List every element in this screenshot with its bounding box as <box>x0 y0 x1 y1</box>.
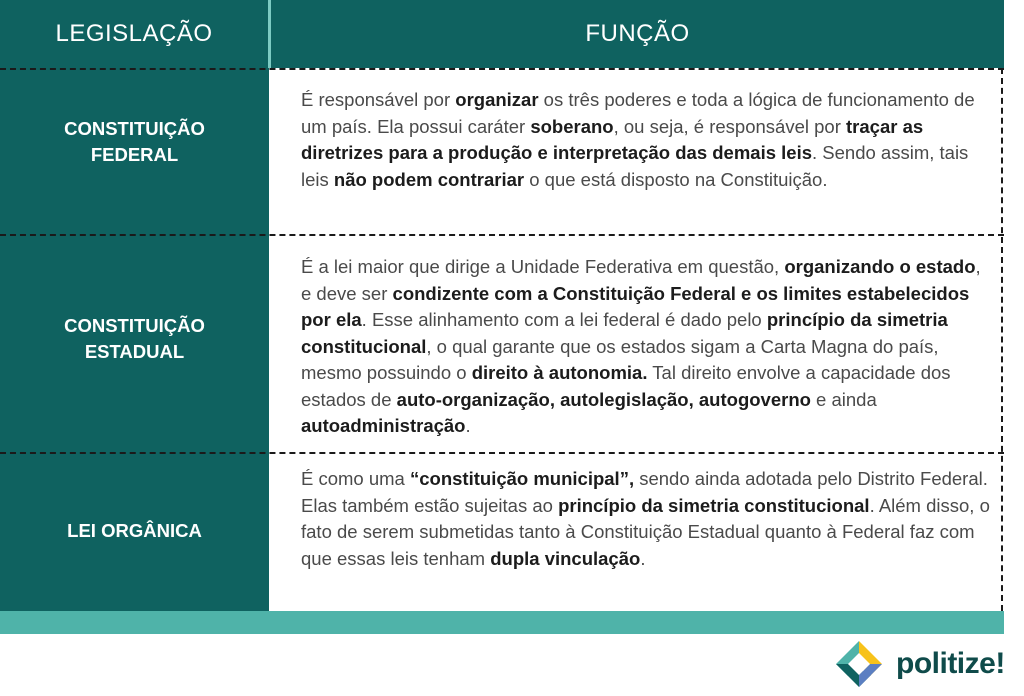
politize-logo-icon <box>830 639 888 689</box>
row-label-line: FEDERAL <box>90 144 179 165</box>
text-segment: É responsável por <box>301 89 456 110</box>
text-segment: . Além disso, o fato de serem submetidas tanto à Constituição Estadual quanto à Federal faz com que essas leis tenham <box>301 494 990 569</box>
text-segment: , e deve ser <box>301 256 981 304</box>
text-segment: e ainda <box>810 388 877 410</box>
text-segment: , ou seja, é responsável por <box>613 115 847 137</box>
right-border <box>1001 68 1003 611</box>
row-label-constituicao-federal <box>0 116 269 168</box>
text-segment: o que está disposto na Constituição. <box>524 168 828 190</box>
row-label-line: CONSTITUIÇÃO <box>64 118 205 139</box>
row-divider <box>0 234 1004 236</box>
row-label-line: CONSTITUIÇÃO <box>64 315 205 336</box>
bold-text-segment: direito à autonomia. <box>471 362 648 383</box>
text-segment: Tal direito envolve a capacidade dos estados de <box>301 362 951 410</box>
header-funcao <box>271 0 1004 68</box>
bold-text-segment: princípio da simetria constitucional <box>558 494 870 516</box>
bold-text-segment: soberano <box>530 115 614 137</box>
bold-text-segment: “constituição municipal”, <box>410 468 635 489</box>
footer-bar <box>0 611 1004 634</box>
politize-logo-text: politize! <box>896 647 1005 680</box>
row-label-constituicao-estadual <box>0 313 269 365</box>
text-segment: É a lei maior que dirige a Unidade Federativa em questão, <box>301 256 785 277</box>
bold-text-segment: dupla vinculação <box>490 547 641 569</box>
bold-text-segment: organizando o estado <box>784 256 976 277</box>
bold-text-segment: traçar as diretrizes para a produção e interpretação das demais leis <box>301 115 924 163</box>
row-label-line: ESTADUAL <box>84 341 185 362</box>
text-segment: É como uma <box>301 468 410 489</box>
bold-text-segment: condizente com a Constituição Federal e os limites estabelecidos por ela <box>301 282 970 330</box>
header-legislacao <box>0 0 268 68</box>
row-text-lei-organica <box>301 466 991 572</box>
header-funcao-label: FUNÇÃO <box>585 20 690 47</box>
row-divider <box>0 452 1004 454</box>
row-label-line: LEI ORGÂNICA <box>67 520 202 541</box>
row-divider <box>0 68 1004 70</box>
text-segment: . Esse alinhamento com a lei federal é dado pelo <box>361 309 767 330</box>
text-segment: . <box>465 415 471 436</box>
bold-text-segment: organizar <box>455 89 539 110</box>
row-text-constituicao-federal <box>301 87 991 193</box>
text-segment: sendo ainda adotada pelo Distrito Federal. Elas também estão sujeitas ao <box>301 468 988 516</box>
bold-text-segment: auto-organização, autolegislação, autogoverno <box>396 388 811 410</box>
row-text-constituicao-estadual <box>301 254 991 440</box>
politize-logo <box>830 638 1005 690</box>
bold-text-segment: princípio da simetria constitucional <box>301 309 948 357</box>
text-segment: . <box>640 547 646 569</box>
text-segment: , o qual garante que os estados sigam a Carta Magna do país, mesmo possuindo o <box>301 335 939 383</box>
text-segment: os três poderes e toda a lógica de funcionamento de um país. Ela possui caráter <box>301 89 975 137</box>
row-label-lei-organica <box>0 518 269 544</box>
bold-text-segment: autoadministração <box>301 415 466 436</box>
header-legislacao-label: LEGISLAÇÃO <box>55 20 213 47</box>
text-segment: . Sendo assim, tais leis <box>301 142 969 190</box>
bold-text-segment: não podem contrariar <box>333 168 525 190</box>
